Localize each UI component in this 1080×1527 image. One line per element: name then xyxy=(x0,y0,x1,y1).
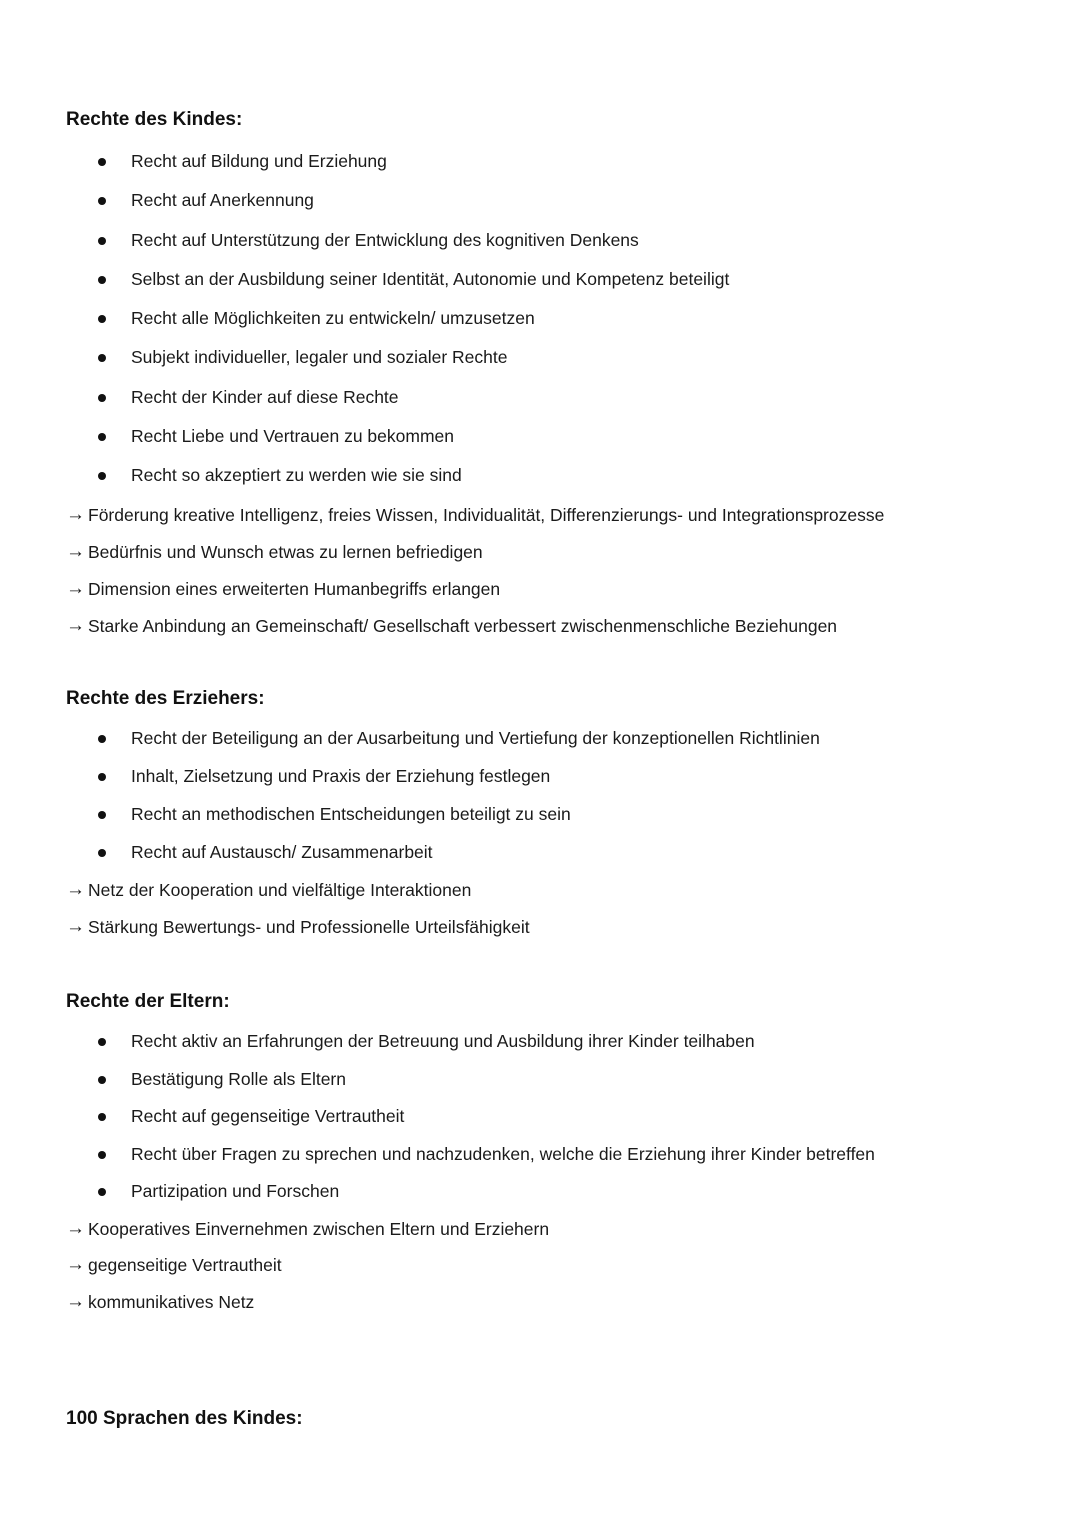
bullet-item xyxy=(66,1068,1026,1090)
right-arrow-icon: → xyxy=(66,540,85,562)
arrow-point xyxy=(66,615,1026,637)
section-rechte-des-kindes xyxy=(66,108,1026,652)
bullet-item xyxy=(66,1143,1026,1165)
arrow-text: kommunikatives Netz xyxy=(88,1291,255,1312)
bullet-item xyxy=(66,268,1026,290)
arrow-text: Stärkung Bewertungs- und Professionelle Urteilsfähigkeit xyxy=(88,916,530,937)
arrow-text: Netz der Kooperation und vielfältige Interaktionen xyxy=(88,880,472,900)
right-arrow-icon: → xyxy=(66,614,85,636)
arrow-point xyxy=(66,916,1026,938)
bullet-text: Inhalt, Zielsetzung und Praxis der Erziehung festlegen xyxy=(131,766,551,786)
arrow-text: Starke Anbindung an Gemeinschaft/ Gesellschaft verbessert zwischenmenschliche Beziehungen xyxy=(88,615,838,636)
bullet-item xyxy=(66,425,1026,447)
right-arrow-icon: → xyxy=(66,1290,85,1312)
bullet-item xyxy=(66,464,1026,486)
arrow-text: Dimension eines erweiterten Humanbegriffs erlangen xyxy=(88,578,501,599)
bullet-text: Recht alle Möglichkeiten zu entwickeln/ umzusetzen xyxy=(131,308,535,329)
bullet-text: Recht auf Anerkennung xyxy=(131,190,314,211)
bullet-item xyxy=(66,189,1026,211)
bullet-text: Recht auf Unterstützung der Entwicklung des kognitiven Denkens xyxy=(131,229,639,250)
section-100-sprachen-des-kindes xyxy=(66,1407,1026,1431)
arrow-point xyxy=(66,1291,1026,1313)
bullet-dot-icon xyxy=(98,735,106,743)
bullet-item xyxy=(66,229,1026,251)
arrow-text: gegenseitige Vertrautheit xyxy=(88,1255,282,1275)
bullet-dot-icon xyxy=(98,811,106,819)
bullet-text: Recht auf Austausch/ Zusammenarbeit xyxy=(131,842,433,862)
bullet-list xyxy=(66,727,1026,863)
arrow-point xyxy=(66,879,1026,901)
arrow-point xyxy=(66,504,1026,526)
bullet-text: Recht an methodischen Entscheidungen beteiligt zu sein xyxy=(131,804,571,824)
bullet-dot-icon xyxy=(98,472,106,480)
right-arrow-icon: → xyxy=(66,503,85,525)
bullet-dot-icon xyxy=(98,354,106,362)
bullet-dot-icon xyxy=(98,1038,106,1046)
bullet-text: Recht auf gegenseitige Vertrautheit xyxy=(131,1106,405,1126)
bullet-item xyxy=(66,150,1026,172)
bullet-item xyxy=(66,307,1026,329)
bullet-text: Recht Liebe und Vertrauen zu bekommen xyxy=(131,426,454,447)
right-arrow-icon: → xyxy=(66,915,85,937)
bullet-dot-icon xyxy=(98,1113,106,1121)
bullet-item xyxy=(66,727,1026,749)
bullet-dot-icon xyxy=(98,1188,106,1196)
arrow-point xyxy=(66,578,1026,600)
arrow-text: Förderung kreative Intelligenz, freies Wissen, Individualität, Differenzierungs- und Integrationsprozesse xyxy=(88,504,885,525)
bullet-list xyxy=(66,150,1026,486)
bullet-dot-icon xyxy=(98,433,106,441)
bullet-dot-icon xyxy=(98,158,106,166)
section-heading: 100 Sprachen des Kindes: xyxy=(66,1408,303,1429)
bullet-item xyxy=(66,803,1026,825)
bullet-item xyxy=(66,1105,1026,1127)
bullet-text: Recht aktiv an Erfahrungen der Betreuung und Ausbildung ihrer Kinder teilhaben xyxy=(131,1031,755,1051)
section-heading: Rechte der Eltern: xyxy=(66,991,230,1012)
bullet-text: Partizipation und Forschen xyxy=(131,1181,340,1201)
bullet-text: Recht so akzeptiert zu werden wie sie sind xyxy=(131,465,462,486)
right-arrow-icon: → xyxy=(66,1254,85,1275)
arrow-point xyxy=(66,1218,1026,1240)
bullet-dot-icon xyxy=(98,237,106,245)
bullet-item xyxy=(66,1180,1026,1202)
section-rechte-der-eltern xyxy=(66,990,1026,1327)
bullet-list xyxy=(66,1030,1026,1202)
bullet-dot-icon xyxy=(98,394,106,402)
bullet-text: Recht über Fragen zu sprechen und nachzudenken, welche die Erziehung ihrer Kinder betreffen xyxy=(131,1143,875,1164)
bullet-item xyxy=(66,765,1026,787)
bullet-dot-icon xyxy=(98,276,106,284)
right-arrow-icon: → xyxy=(66,577,85,599)
right-arrow-icon: → xyxy=(66,1217,85,1239)
bullet-dot-icon xyxy=(98,197,106,205)
arrow-point xyxy=(66,541,1026,563)
bullet-text: Selbst an der Ausbildung seiner Identität, Autonomie und Kompetenz beteiligt xyxy=(131,268,730,289)
bullet-dot-icon xyxy=(98,315,106,323)
section-heading: Rechte des Erziehers: xyxy=(66,688,265,709)
bullet-item xyxy=(66,386,1026,408)
right-arrow-icon: → xyxy=(66,879,85,900)
bullet-text: Recht auf Bildung und Erziehung xyxy=(131,151,387,171)
arrow-text: Kooperatives Einvernehmen zwischen Eltern und Erziehern xyxy=(88,1218,550,1239)
bullet-text: Recht der Kinder auf diese Rechte xyxy=(131,386,399,407)
bullet-item xyxy=(66,346,1026,368)
bullet-dot-icon xyxy=(98,773,106,781)
bullet-dot-icon xyxy=(98,1076,106,1084)
bullet-dot-icon xyxy=(98,849,106,857)
arrow-point xyxy=(66,1254,1026,1276)
bullet-dot-icon xyxy=(98,1151,106,1159)
section-rechte-des-erziehers xyxy=(66,687,1026,952)
bullet-item xyxy=(66,1030,1026,1052)
arrow-text: Bedürfnis und Wunsch etwas zu lernen befriedigen xyxy=(88,541,483,562)
bullet-text: Bestätigung Rolle als Eltern xyxy=(131,1068,346,1089)
section-heading: Rechte des Kindes: xyxy=(66,109,243,130)
bullet-item xyxy=(66,841,1026,863)
bullet-text: Recht der Beteiligung an der Ausarbeitung und Vertiefung der konzeptionellen Richtlinien xyxy=(131,728,820,748)
bullet-text: Subjekt individueller, legaler und sozialer Rechte xyxy=(131,347,508,368)
